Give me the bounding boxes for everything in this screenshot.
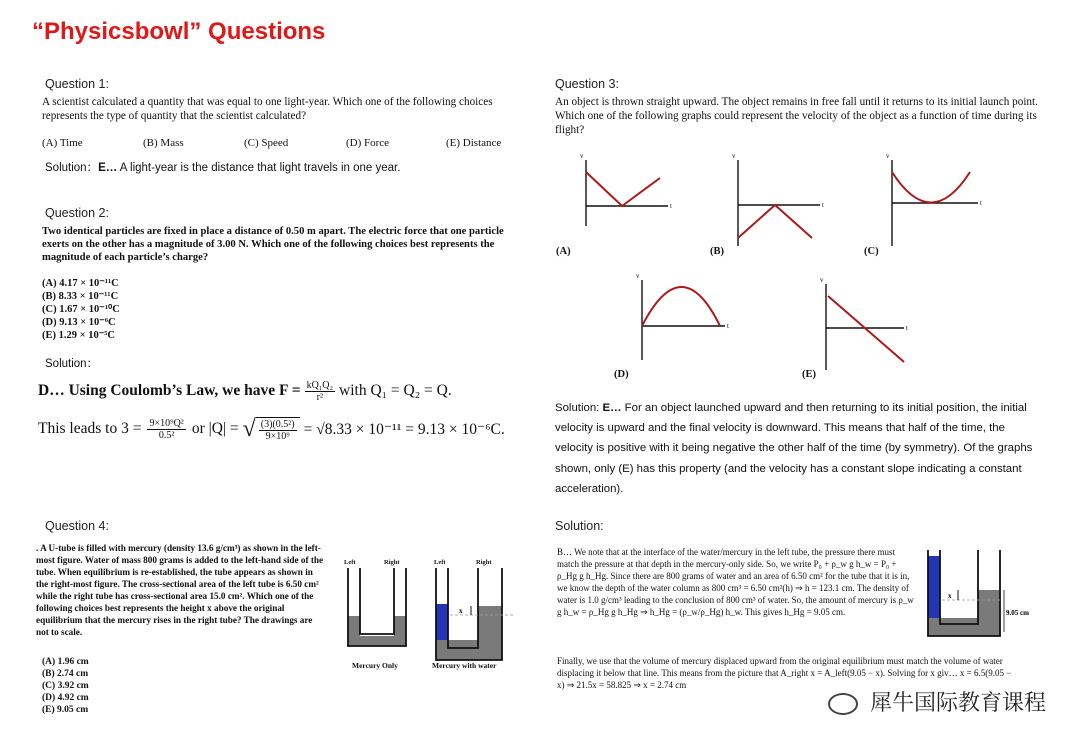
graph-b-t-label: t — [822, 201, 824, 209]
q2-sol-line2-b: or |Q| = — [191, 420, 239, 437]
wechat-icon — [828, 693, 858, 715]
q3-solution-text: For an object launched upward and then returning to its initial position, the initial velocity is upward and the final velocity is downward. This means that half of the time, the velocity is positive with it being negative the other half of the time (by symmetry). Of the graphs shown, only (E) has this property (and the velocity has a constant slope indicating a constant acceleration). — [555, 402, 1033, 495]
solution-u-tube-figure — [918, 546, 1040, 640]
graph-c-t-label: t — [980, 199, 982, 207]
q2-solution-line1 — [38, 374, 452, 408]
page-title: “Physicsbowl” Questions — [32, 18, 326, 45]
q4-solution-label: Solution: — [555, 519, 604, 533]
q4-solution-text2: Finally, we use that the volume of mercury displaced upward from the original equilibrium must match the volume of water displacing it below that line. This means from the picture that A_right x = A_left(9.05 − x). Solving for x giv… x = 6.5(9.05 − x) ⇒ 21.5x = 58.825 ⇒ x = 2.74 cm — [557, 656, 1012, 691]
mercury-fill-2-right — [478, 606, 502, 642]
q4-choice-c: (C) 3.92 cm — [42, 681, 89, 691]
graph-d — [642, 280, 725, 360]
q2-sol-sqrt-num: (3)(0.5²) — [260, 418, 295, 430]
q2-sol-sqrt-den: 9×10⁹ — [265, 430, 290, 442]
graph-d-label: (D) — [614, 369, 629, 380]
water-column — [436, 604, 448, 642]
q2-solution-label: Solution： — [45, 358, 99, 370]
q2-sol-line2-frac-den: 0.5² — [158, 429, 175, 441]
fig2-left-label: Left — [434, 559, 446, 566]
u-tube-mercury-only — [348, 568, 406, 646]
q4-choice-b: (B) 2.74 cm — [42, 669, 89, 679]
q4-choices — [42, 656, 89, 716]
graph-e — [826, 284, 904, 370]
graph-e-label: (E) — [802, 369, 816, 380]
q1-choice-e: (E) Distance — [446, 137, 502, 149]
x-label: x — [459, 607, 463, 615]
watermark — [828, 686, 1046, 717]
q3-solution — [555, 398, 1045, 499]
graph-b-label: (B) — [710, 246, 724, 257]
graph-b-curve — [738, 205, 812, 238]
question-1-label: Question 1: — [45, 77, 109, 91]
q2-choice-b: (B) 8.33 × 10⁻¹¹C — [42, 291, 119, 302]
q2-choices — [42, 277, 120, 342]
q2-choice-c: (C) 1.67 × 10⁻¹⁰C — [42, 304, 120, 315]
graph-d-v-label: v — [636, 272, 640, 280]
q2-solution-line2 — [38, 410, 505, 448]
q1-solution-answer: E… — [98, 162, 118, 174]
question-3-label: Question 3: — [555, 77, 619, 91]
solution-mercury-right — [978, 590, 1000, 624]
question-4-label: Question 4: — [45, 519, 109, 533]
watermark-text: 犀牛国际教育课程 — [869, 690, 1046, 715]
q2-sol-sqrt-frac — [256, 417, 300, 442]
q1-solution-prefix: Solution： — [45, 162, 99, 174]
graph-e-v-label: v — [820, 276, 824, 284]
u-tube-mercury-water — [436, 568, 514, 660]
depth-label: 9.05 cm — [1006, 609, 1029, 617]
question-4-text: . A U-tube is filled with mercury (density 13.6 g/cm³) as shown in the left-most figure. Water of mass 800 grams is added to the left-hand side of the tube. When equilibrium is re-established, the tube appears as shown in the right-most figure. The cross-sectional area of the left tube is 6.50 cm² while the right tube has cross-sectional area 15.0 cm². Which one of the following choices best represents the height x above the original equilibrium that the mercury rises in the right tube? The drawings are not to scale. — [36, 543, 324, 637]
q2-choice-a: (A) 4.17 × 10⁻¹¹C — [42, 278, 119, 289]
question-2-text: Two identical particles are fixed in place a distance of 0.50 m apart. The electric force that one particle exerts on the other has a magnitude of 3.00 N. Which one of the following choices best represents the magnitude of each particle’s charge? — [42, 226, 504, 263]
graph-e-curve — [828, 296, 904, 362]
solution-x-label: x — [948, 592, 952, 600]
fig1-left-label: Left — [344, 559, 356, 566]
graph-d-curve — [642, 287, 720, 326]
q2-sol-line1-frac — [305, 380, 335, 403]
graph-e-t-label: t — [906, 324, 908, 332]
fig2-right-label: Right — [476, 559, 492, 566]
fig1-right-label: Right — [384, 559, 400, 566]
sqrt-symbol-icon: √ — [242, 416, 256, 442]
q1-choice-c: (C) Speed — [244, 137, 289, 149]
u-tube-figures — [338, 554, 516, 674]
graph-b-v-label: v — [732, 152, 736, 160]
q2-choice-e: (E) 1.29 × 10⁻⁵C — [42, 330, 116, 341]
q1-choice-b: (B) Mass — [143, 137, 184, 149]
q3-solution-answer: E… — [602, 402, 622, 414]
q1-choice-a: (A) Time — [42, 137, 83, 149]
caption-mercury-water: Mercury with water — [432, 661, 497, 670]
q1-choice-d: (D) Force — [346, 137, 390, 149]
q4-choice-d: (D) 4.92 cm — [42, 693, 89, 703]
q2-sol-line1-frac-den: r² — [316, 391, 323, 403]
graph-c-curve — [892, 172, 970, 203]
question-2-label: Question 2: — [45, 206, 109, 220]
q2-sol-line1-frac-num: kQ₁Q₂ — [306, 379, 334, 391]
q2-sol-line1-a: D… Using Coulomb’s Law, we have F = — [38, 382, 301, 399]
graph-c — [892, 160, 978, 246]
graph-a-v-label: v — [580, 152, 584, 160]
velocity-graphs-figure — [550, 148, 1050, 388]
q2-choice-d: (D) 9.13 × 10⁻⁶C — [42, 317, 116, 328]
inner-gap-1 — [360, 616, 394, 636]
graph-a — [586, 160, 668, 226]
q4-solution-text: B… We note that at the interface of the water/mercury in the left tube, the pressure there must match the pressure at that depth in the mercury-only side. So, we write P₀ + ρ_w g h_w = P₀ + ρ_Hg g h_Hg. Since there are 800 grams of water and an area of 6.50 cm² for the tube that it is in, we know the depth of the water column as 800 cm³ = 6.50 cm²(h) ⇒ h = 123.1 cm. The density of water is 1.0 g/cm³ leading to the conclusion of 800 cm³ of water. So, the amount of mercury is ρ_w g h_w = ρ_Hg g h_Hg ⇒ h_Hg = (ρ_w/ρ_Hg) h_w. This gives h_Hg = 9.05 cm. — [557, 547, 914, 618]
caption-mercury-only: Mercury Only — [352, 661, 398, 670]
q2-sol-line2-c: = √8.33 × 10⁻¹¹ = 9.13 × 10⁻⁶C. — [303, 420, 505, 438]
q2-sol-line2-frac — [147, 418, 185, 441]
q1-solution-text: A light-year is the distance that light travels in one year. — [119, 162, 401, 174]
question-3-text: An object is thrown straight upward. The object remains in free fall until it returns to its initial launch point. Which one of the following graphs could represent the velocity of the object as a function of time during its flight? — [555, 96, 1038, 136]
q2-sol-sqrt — [243, 417, 300, 442]
graph-a-curve — [586, 172, 660, 206]
graph-d-t-label: t — [727, 322, 729, 330]
q1-solution — [45, 159, 400, 175]
question-1-text: A scientist calculated a quantity that was equal to one light-year. Which one of the following choices represents the type of quantity that the scientist calculated? — [42, 96, 493, 122]
graph-a-label: (A) — [556, 246, 571, 257]
q4-choice-e: (E) 9.05 cm — [42, 705, 89, 715]
q4-choice-a: (A) 1.96 cm — [42, 657, 89, 667]
q2-sol-line2-a: This leads to 3 = — [38, 420, 142, 437]
q3-solution-prefix: Solution: — [555, 402, 603, 414]
graph-c-v-label: v — [886, 152, 890, 160]
q2-sol-line2-frac-num: 9×10⁹Q² — [149, 417, 184, 429]
graph-b — [738, 160, 820, 246]
q2-sol-line1-b: with Q₁ = Q₂ = Q. — [339, 382, 452, 399]
mercury-fill-2-bottom — [436, 640, 502, 660]
graph-c-label: (C) — [864, 246, 879, 257]
graph-a-t-label: t — [670, 202, 672, 210]
